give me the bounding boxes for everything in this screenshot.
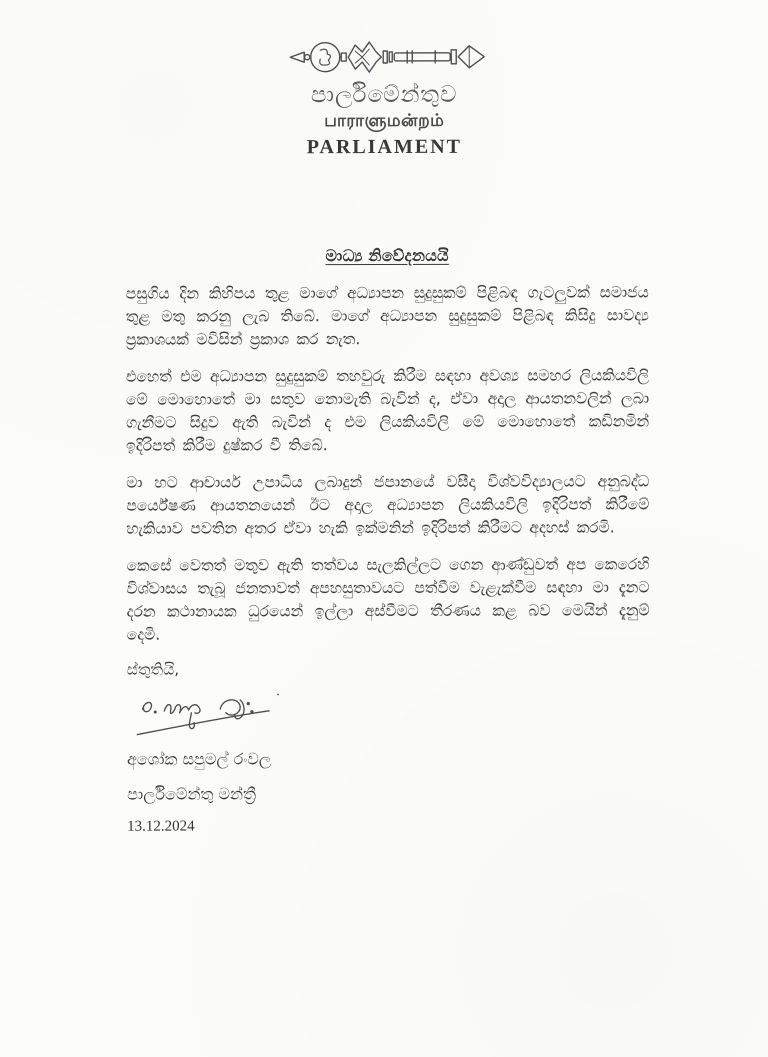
letter-paragraph: එහෙත් එම අධ්‍යාපන සුදුසුකම් තහවුරු කිරීම සඳහා අවශ්‍ය සමහර ලියකියවිලි මේ මොහොතේ මා සතුව නොමැති බැවින් ද, ඒවා අදාල ආයතනවලින් ලබා ගැනීමට සිදුව ඇති බැවින් ද එම ලියකියවිලි මේ මොහොතේ කඩිනමින් ඉදිරිපත් කිරීම දුෂ්කර වී තිබේ. bbox=[125, 366, 650, 455]
parliament-title-tamil: பாராளுமன்றம் bbox=[324, 110, 445, 132]
parliament-title-english: PARLIAMENT bbox=[306, 135, 463, 159]
letter-paragraph: මා හට ආචාර්ය උපාධිය ලබාදුන් ජපානයේ වසීදා විශ්වවිද්‍යාලයට අනුබද්ධ පර්යේෂණ ආයතනයෙන් ඊට අදාල අධ්‍යාපන ලියකියවිලි ඉදිරිපත් කිරීමේ හැකියාව පවතින අතර ඒවා හැකි ඉක්මනින් ඉදිරිපත් කිරීමට අදහස් කරමි. bbox=[126, 472, 650, 538]
signatory-role: පාර්ලිමේන්තු මන්ත්‍රී bbox=[127, 784, 257, 804]
parliament-mace-icon bbox=[286, 33, 490, 82]
parliament-title-sinhala: පාර්ලිමේන්තුව bbox=[310, 81, 458, 109]
letter-date: 13.12.2024 bbox=[127, 818, 195, 835]
signature-scribble-icon bbox=[129, 687, 301, 743]
letter-paragraph: පසුගිය දින කිහිපය තුළ මාගේ අධ්‍යාපන සුදුසුකම් පිළිබඳ ගැටලුවක් සමාජය තුළ මතු කරනු ලැබ තිබේ. මාගේ අධ්‍යාපන සුදුසුකම් පිළිබඳ කිසිදු සාවද්‍ය ප්‍රකාශයක් මවිසින් ප්‍රකාශ කර නැත. bbox=[125, 283, 649, 349]
letter-heading: මාධ්‍ය නිවේදනයයි bbox=[325, 245, 449, 266]
signatory-name: අශෝක සපුමල් රංවල bbox=[126, 749, 272, 769]
letter-paragraph: කෙසේ වෙතත් මතුව ඇති තත්වය සැලකිල්ලට ගෙන ආණ්ඩුවත් අප කෙරෙහි විශ්වාසය තැබූ ජනතාවත් අපහසුතාවයට පත්වීම වැළැක්වීම සඳහා මා දැනට දරන කථානායක ධුරයෙන් ඉල්ලා අස්වීමට තීරණය කළ බව මෙයින් දැනුම් දෙමි. bbox=[126, 555, 650, 644]
closing-salutation: ස්තුතියි, bbox=[126, 660, 180, 679]
letter-body bbox=[126, 245, 651, 835]
